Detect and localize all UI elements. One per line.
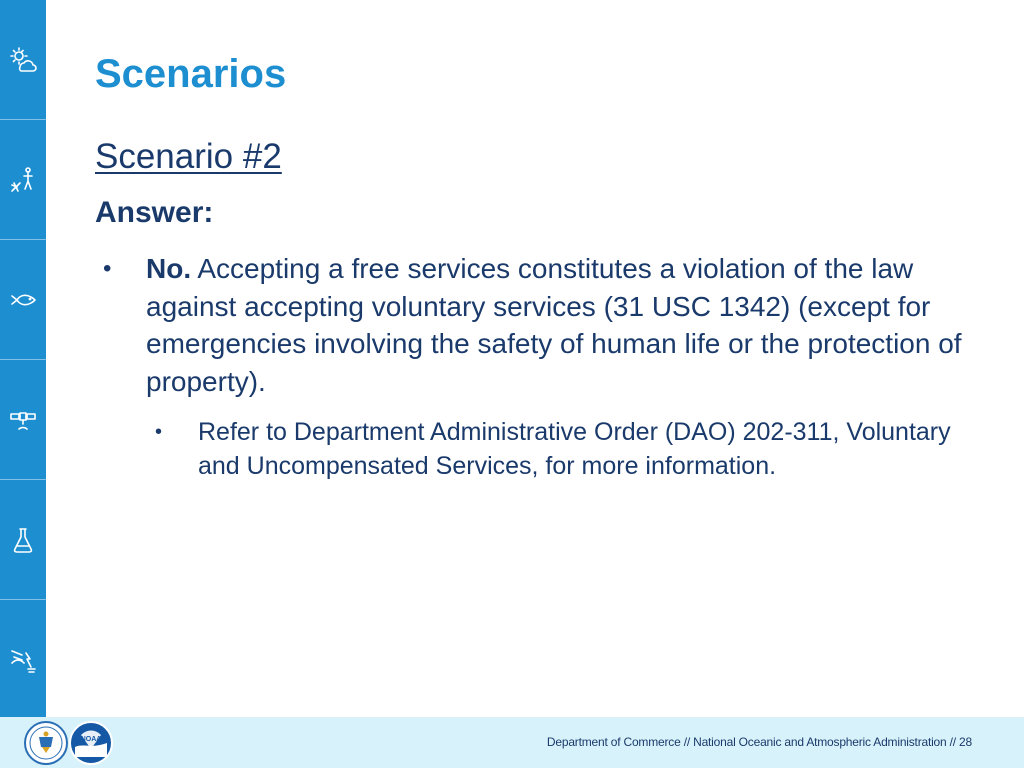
answer-bullet xyxy=(146,250,976,400)
answer-label: Answer: xyxy=(95,196,214,229)
sub-bullet-marker: • xyxy=(155,421,163,443)
sidebar-cell-satellite xyxy=(0,360,46,480)
doc-seal-icon xyxy=(24,721,68,765)
scenario-heading: Scenario #2 xyxy=(95,137,282,176)
weather-icon xyxy=(8,45,38,75)
sidebar-cell-climber xyxy=(0,120,46,240)
answer-text: Accepting a free services constitutes a violation of the law against accepting voluntary services (31 USC 1342) (except for emergencies involving the safety of human life or the protection of property). xyxy=(146,253,962,397)
noaa-logo-text: NOAA xyxy=(80,736,102,743)
satellite-icon xyxy=(8,405,38,435)
footer-text: Department of Commerce // National Oceanic and Atmospheric Administration // 28 xyxy=(546,735,972,749)
sidebar-cell-storm xyxy=(0,600,46,719)
sidebar xyxy=(0,0,46,717)
sidebar-cell-weather xyxy=(0,0,46,120)
flask-icon xyxy=(8,525,38,555)
fish-icon xyxy=(8,285,38,315)
noaa-logo-icon xyxy=(69,721,113,765)
footer xyxy=(0,717,1024,768)
climber-icon xyxy=(8,165,38,195)
sidebar-cell-flask xyxy=(0,480,46,600)
storm-icon xyxy=(8,645,38,675)
page-title: Scenarios xyxy=(95,52,287,96)
sub-bullet-text: Refer to Department Administrative Order (DAO) 202-311, Voluntary and Uncompensated Services, for more information. xyxy=(198,418,951,480)
answer-lead: No. xyxy=(146,253,192,284)
bullet-marker: • xyxy=(103,255,112,282)
sidebar-cell-fish xyxy=(0,240,46,360)
